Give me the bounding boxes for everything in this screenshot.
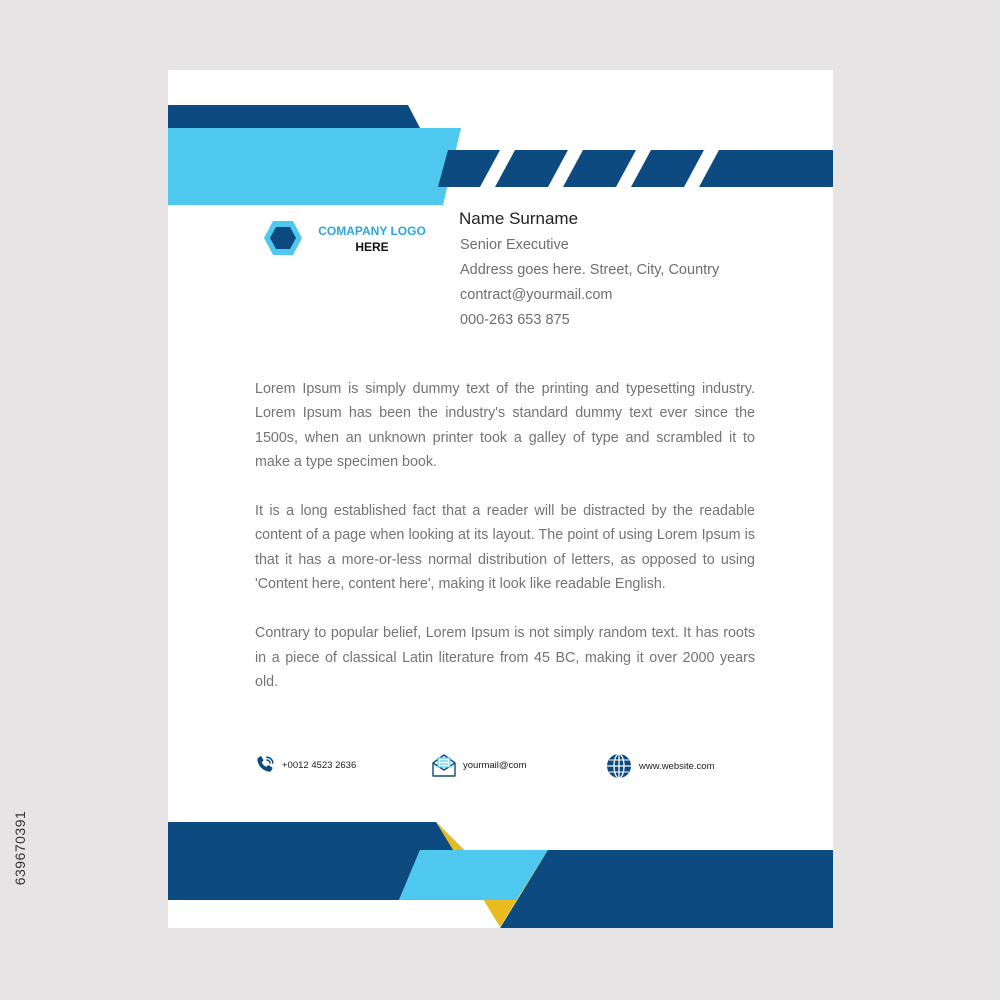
logo-line-1: COMAPANY LOGO [318, 224, 426, 238]
contact-phone: 000-263 653 875 [460, 312, 570, 328]
logo-line-2: HERE [355, 240, 389, 254]
footer-decoration [168, 822, 833, 928]
body-paragraph-2: It is a long established fact that a reader will be distracted by the readable content of a page when looking at its layout. The point of using Lorem Ipsum is that it has a more-or-less normal distribution of letters, as opposed to using 'Content here, content here', making it look like readable English. [255, 503, 755, 593]
contact-details [460, 233, 719, 333]
hexagon-icon [263, 220, 303, 256]
header-stripe-3 [563, 150, 636, 187]
phone-icon [254, 754, 276, 776]
header-stripe-1 [438, 150, 500, 187]
footer-email-text: yourmail@com [463, 759, 527, 771]
stock-id-label [10, 765, 30, 935]
footer-phone [254, 754, 356, 776]
footer-email [431, 752, 527, 778]
footer-dark-right [500, 850, 833, 928]
stock-id-text: 639670391 [12, 810, 28, 886]
header-stripe-4 [631, 150, 704, 187]
letterhead-page [168, 70, 833, 928]
header-dark-bar [168, 105, 420, 128]
footer-website-text: www.website.com [639, 760, 715, 772]
header-stripe-2 [495, 150, 568, 187]
body-paragraph-1: Lorem Ipsum is simply dummy text of the printing and typesetting industry. Lorem Ipsum has been the industry's standard dummy text ever since the 1500s, when an unknown printer took a galley of type and scrambled it to make a type specimen book. [255, 381, 755, 470]
footer-phone-text: +0012 4523 2636 [282, 759, 357, 771]
envelope-icon [431, 752, 457, 778]
header-decoration [168, 70, 833, 220]
footer-contacts [168, 750, 833, 786]
footer-website [605, 752, 715, 780]
header-light-bar [168, 128, 461, 205]
contact-name: Name Surname [459, 209, 579, 228]
contact-title: Senior Executive [460, 237, 569, 253]
company-logo-text [310, 223, 434, 255]
body-paragraph-3: Contrary to popular belief, Lorem Ipsum is not simply random text. It has roots in a piece of classical Latin literature from 45 BC, making it over 2000 years old. [255, 625, 755, 690]
globe-icon [605, 752, 633, 780]
contact-email: contract@yourmail.com [460, 287, 613, 303]
letter-body [255, 377, 755, 719]
contact-address: Address goes here. Street, City, Country [460, 262, 720, 278]
header-stripe-5 [699, 150, 833, 187]
